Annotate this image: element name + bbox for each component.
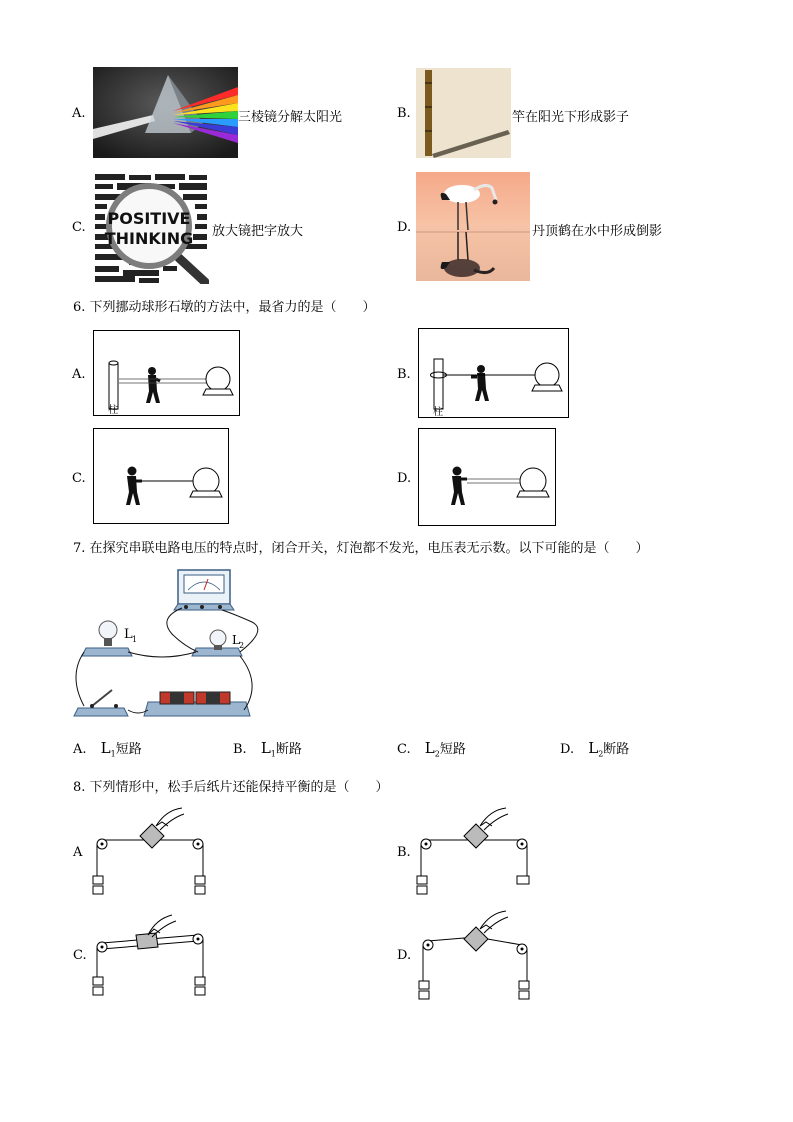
q7-option-c-symbol: L <box>424 739 435 757</box>
q5-option-c-caption: 放大镜把字放大 <box>212 224 304 239</box>
q5-option-b-caption: 竿在阳光下形成影子 <box>512 110 630 125</box>
q7-option-c-text: 短路 <box>439 742 466 757</box>
q8-figure-b <box>414 800 544 900</box>
q8-option-d-letter[interactable]: D. <box>397 948 412 963</box>
q8-stem: 8. 下列情形中，松手后纸片还能保持平衡的是（ ） <box>73 780 389 795</box>
pole-shadow-photo <box>416 68 511 158</box>
q7-option-b-text: 断路 <box>275 742 302 757</box>
q7-option-d-symbol: L <box>588 739 599 757</box>
pillar-label-a: 柱 <box>108 405 118 415</box>
q6-stem: 6. 下列挪动球形石墩的方法中，最省力的是（ ） <box>73 300 376 315</box>
q7-option-d-subscript: 2 <box>598 749 604 759</box>
q7-option-d-text: 断路 <box>603 742 630 757</box>
q5-option-c-letter[interactable]: C. <box>72 220 86 235</box>
magnifier-word-2: THINKING <box>104 229 194 248</box>
q7-option-a-subscript: 1 <box>110 749 116 759</box>
q7-stem: 7. 在探究串联电路电压的特点时，闭合开关，灯泡都不发光，电压表无示数。以下可能的是（ ） <box>73 541 649 556</box>
q7-option-a-text: 短路 <box>115 742 142 757</box>
q5-option-d-letter[interactable]: D. <box>397 220 412 235</box>
q7-option-c[interactable] <box>397 738 466 759</box>
q7-option-a-letter: A. <box>73 742 87 757</box>
q6-figure-c <box>93 428 229 524</box>
q6-option-d-letter[interactable]: D. <box>397 471 412 486</box>
q7-option-a-symbol: L <box>100 739 111 757</box>
q8-figure-c <box>90 905 220 1005</box>
crane-reflection-photo <box>416 172 530 281</box>
lamp-l1-subscript: 1 <box>132 635 138 644</box>
lamp-l2-label: L <box>232 633 240 647</box>
q5-option-a-caption: 三棱镜分解太阳光 <box>238 110 343 125</box>
q7-option-b-subscript: 1 <box>270 749 276 759</box>
q7-option-a[interactable] <box>73 738 142 759</box>
q6-option-c-letter[interactable]: C. <box>72 471 86 486</box>
lamp-l2-subscript: 2 <box>239 641 245 650</box>
q8-option-a-letter[interactable]: A <box>73 845 83 860</box>
q8-figure-d <box>414 905 544 1005</box>
q5-option-a-letter[interactable]: A. <box>72 106 86 121</box>
q8-option-b-letter[interactable]: B. <box>397 845 411 860</box>
q5-option-b-letter[interactable]: B. <box>397 106 411 121</box>
q8-option-c-letter[interactable]: C. <box>73 948 87 963</box>
magnifier-word-1: POSITIVE <box>107 209 191 228</box>
q7-option-c-letter: C. <box>397 742 411 757</box>
magnifier-photo <box>93 172 209 284</box>
q8-figure-a <box>90 800 220 900</box>
q5-option-d-caption: 丹顶鹤在水中形成倒影 <box>532 224 663 239</box>
q7-option-b-symbol: L <box>260 739 271 757</box>
q7-circuit-figure <box>72 566 268 722</box>
prism-photo <box>93 67 238 158</box>
q7-option-b-letter: B. <box>233 742 247 757</box>
q7-option-c-subscript: 2 <box>434 749 440 759</box>
lamp-l1-label: L <box>124 627 133 642</box>
q6-figure-a <box>93 330 240 416</box>
q6-option-b-letter[interactable]: B. <box>397 367 411 382</box>
q7-option-d-letter: D. <box>560 742 575 757</box>
q6-figure-b <box>418 328 569 418</box>
q6-figure-d <box>418 428 556 526</box>
q6-option-a-letter[interactable]: A. <box>72 367 86 382</box>
pillar-label-b: 柱 <box>433 407 443 417</box>
q7-option-b[interactable] <box>233 738 302 759</box>
q7-option-d[interactable] <box>560 738 629 759</box>
